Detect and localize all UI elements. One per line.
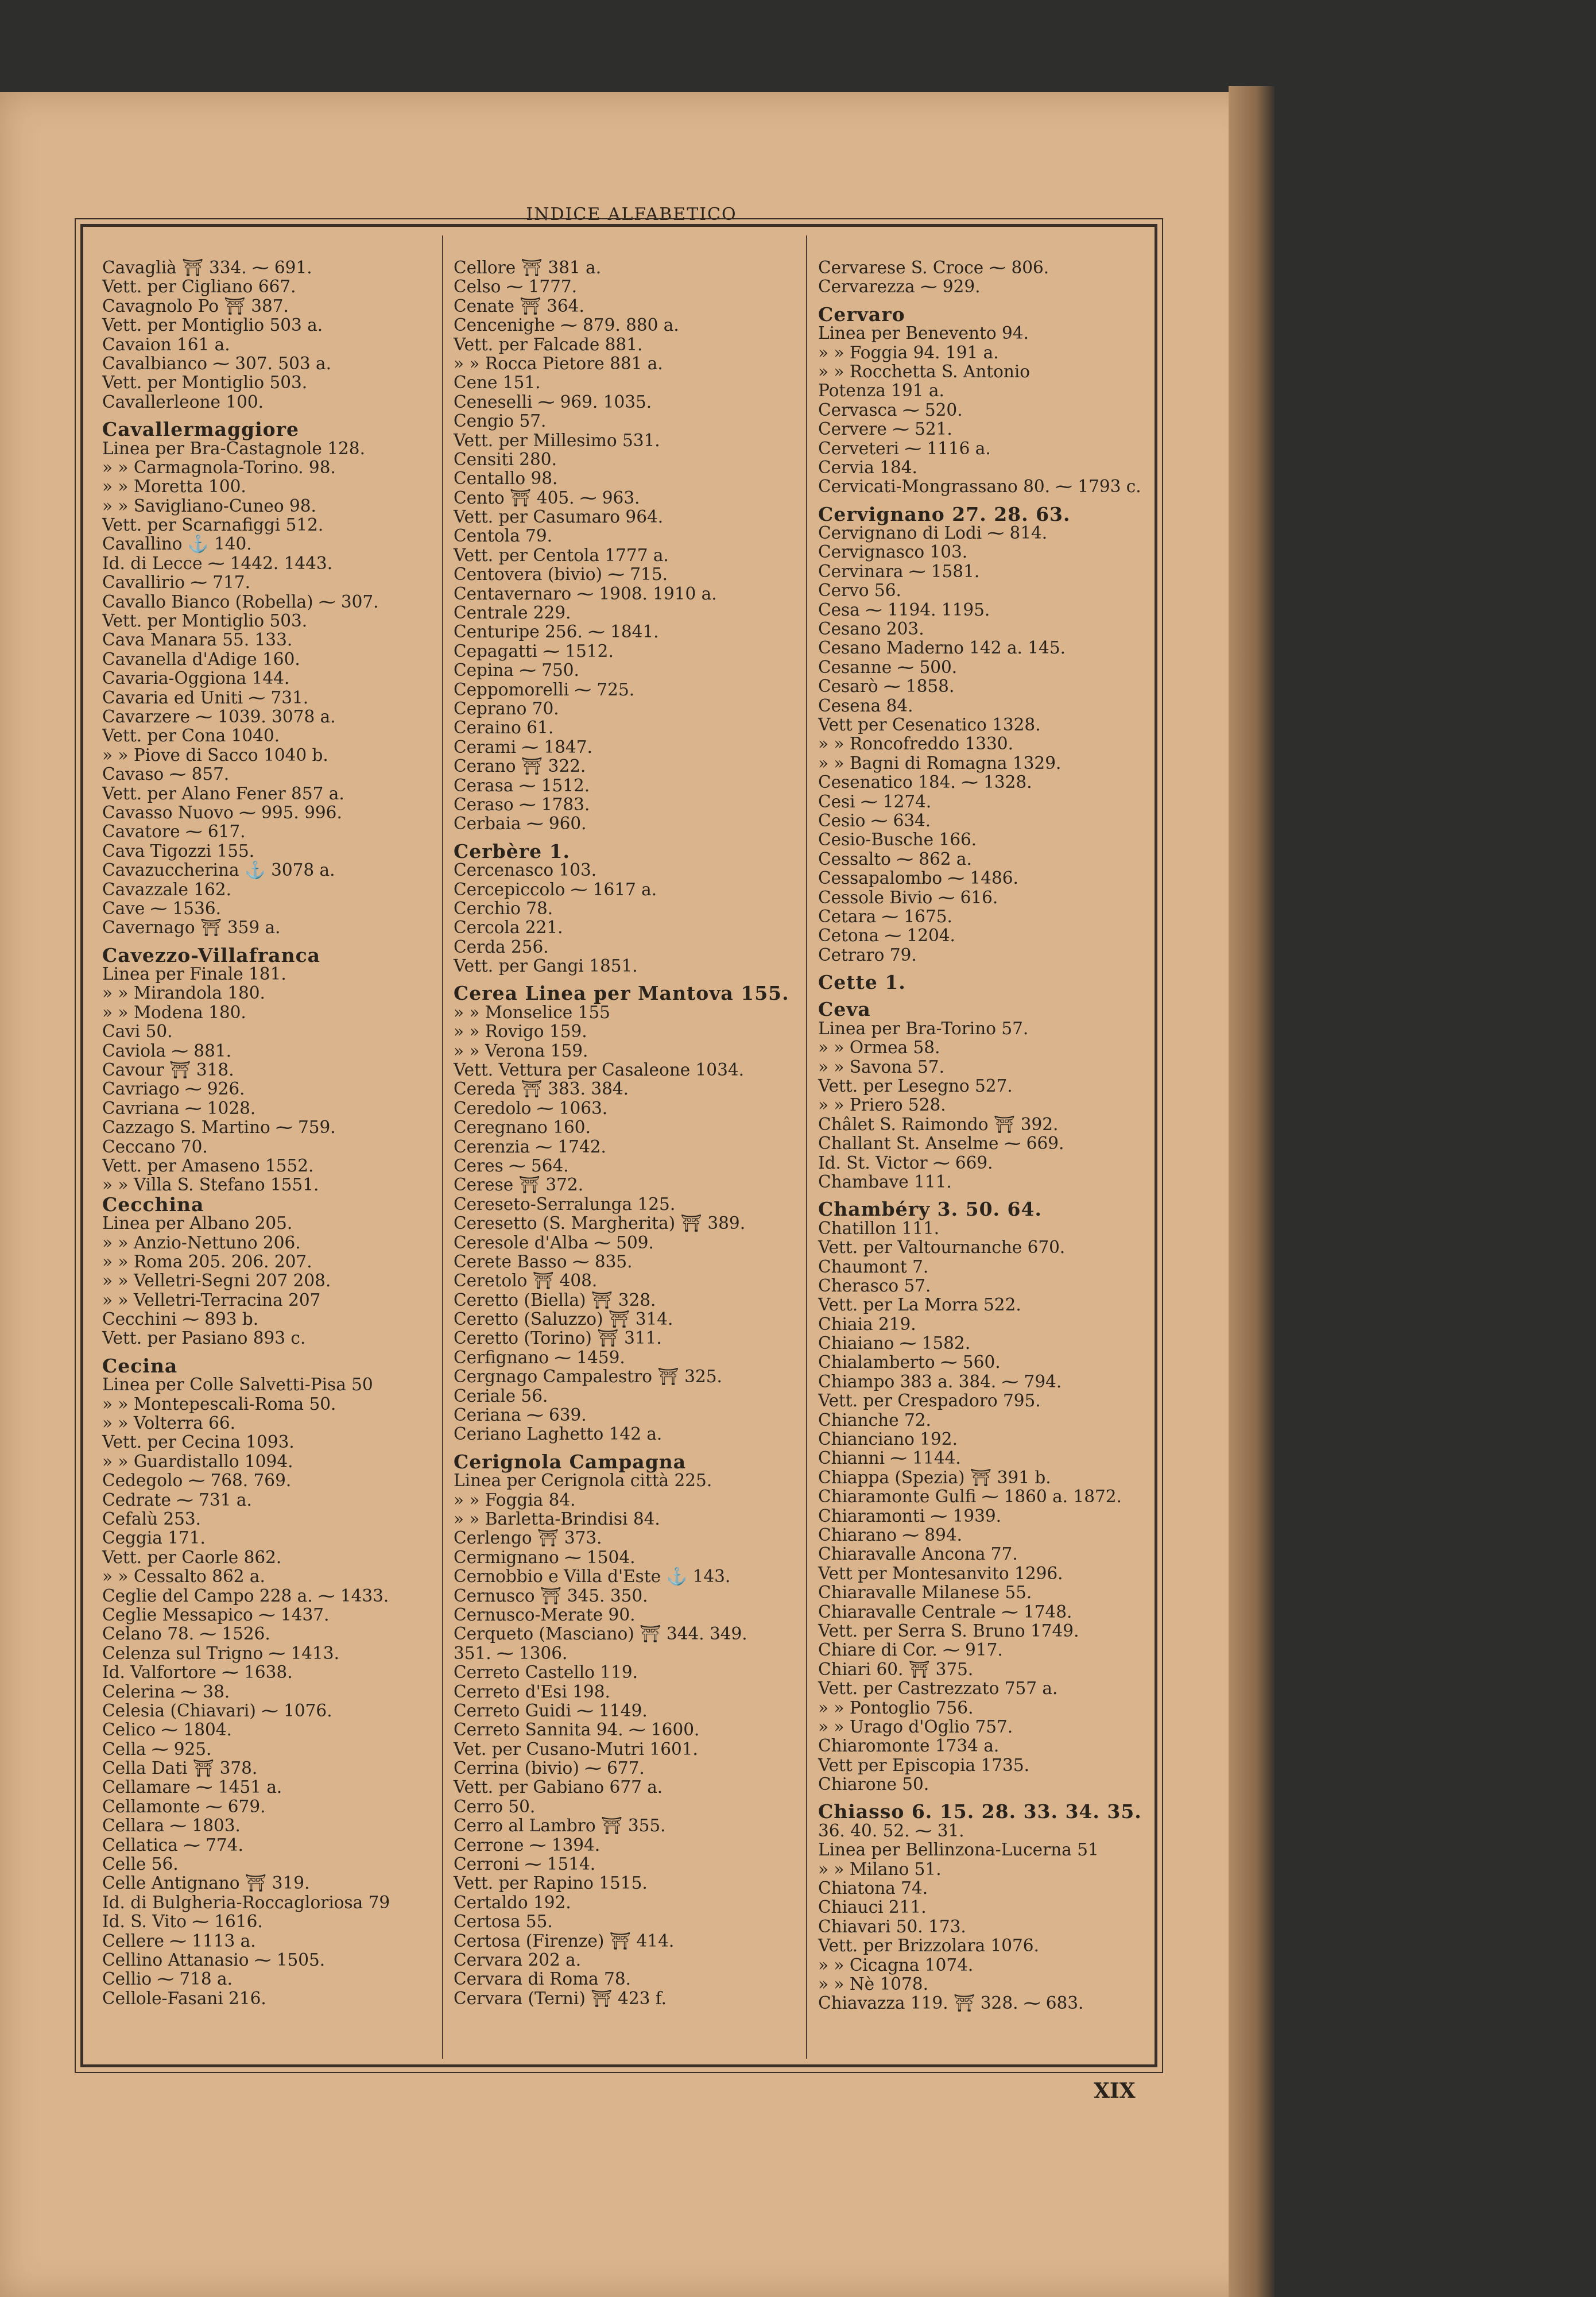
index-entry: Cavallino ⚓ 140.	[102, 534, 252, 554]
index-column-3	[818, 258, 1157, 2013]
index-entry: Ceriale 56.	[454, 1386, 548, 1406]
index-entry: Cessole Bivio ⁓ 616.	[818, 887, 998, 907]
index-entry: Vett. per Rapino 1515.	[454, 1873, 648, 1893]
index-entry: Cecina	[102, 1354, 178, 1377]
index-entry: Vett. per Gabiano 677 a.	[454, 1777, 663, 1797]
index-entry: Vett. per Montiglio 503.	[102, 611, 308, 631]
index-entry: Cedrate ⁓ 731 a.	[102, 1490, 252, 1510]
index-entry: Vett. per Centola 1777 a.	[454, 545, 669, 565]
index-entry: Ceneselli ⁓ 969. 1035.	[454, 392, 652, 412]
index-entry: Linea per Bra-Castagnole 128.	[102, 438, 365, 458]
index-entry: Cavallo Bianco (Robella) ⁓ 307.	[102, 591, 379, 612]
index-entry: Cesano Maderno 142 a. 145.	[818, 638, 1066, 658]
page-edge	[1229, 86, 1275, 2297]
index-entry: Ceretto (Torino) ⛩ 311.	[454, 1328, 662, 1348]
index-entry: Cavriago ⁓ 926.	[102, 1079, 245, 1099]
index-entry: Vett. per Scarnafiggi 512.	[102, 515, 324, 535]
index-entry: Cervasca ⁓ 520.	[818, 400, 963, 420]
index-entry: Cerreto d'Esi 198.	[454, 1681, 610, 1702]
index-entry: Cavallerleone 100.	[102, 392, 264, 412]
index-entry: Cavour ⛩ 318.	[102, 1060, 234, 1080]
index-entry: Cerreto Castello 119.	[454, 1662, 638, 1683]
index-entry: Cavazzale 162.	[102, 879, 232, 899]
index-entry: Cervignano 27. 28. 63.	[818, 502, 1071, 525]
index-entry: Cervignasco 103.	[818, 542, 968, 562]
index-entry: Ceriano Laghetto 142 a.	[454, 1424, 663, 1444]
index-entry: Chiappa (Spezia) ⛩ 391 b.	[818, 1467, 1051, 1487]
index-entry: Cavanella d'Adige 160.	[102, 649, 300, 669]
index-entry: Cella Dati ⛩ 378.	[102, 1758, 258, 1778]
index-entry: Cerese ⛩ 372.	[454, 1175, 584, 1195]
index-entry: Cerreto Guidi ⁓ 1149.	[454, 1700, 648, 1720]
index-entry: Chianciano 192.	[818, 1429, 958, 1449]
index-entry: Ceglie Messapico ⁓ 1437.	[102, 1604, 330, 1625]
index-entry: Chiare di Cor. ⁓ 917.	[818, 1640, 1003, 1660]
index-entry: Vett. per Montiglio 503.	[102, 373, 308, 393]
index-entry: » » Montepescali-Roma 50.	[102, 1394, 336, 1414]
index-entry: Chiari 60. ⛩ 375.	[818, 1659, 974, 1679]
page-title: INDICE ALFABETICO	[526, 204, 737, 225]
index-entry: » » Monselice 155	[454, 1002, 610, 1022]
index-entry: Chiampo 383 a. 384. ⁓ 794.	[818, 1371, 1062, 1391]
index-entry: Vett. per Casumaro 964.	[454, 507, 664, 527]
index-entry: » » Savigliano-Cuneo 98.	[102, 496, 316, 516]
index-entry: Cellatica ⁓ 774.	[102, 1835, 243, 1855]
index-entry: Celano 78. ⁓ 1526.	[102, 1624, 270, 1644]
index-entry: » » Roncofreddo 1330.	[818, 734, 1013, 754]
index-entry: Chiatona 74.	[818, 1878, 928, 1898]
index-entry: Cavernago ⛩ 359 a.	[102, 918, 281, 938]
index-entry: Cavi 50.	[102, 1022, 173, 1042]
index-entry: Cerlengo ⛩ 373.	[454, 1528, 602, 1548]
index-entry: Cervere ⁓ 521.	[818, 419, 952, 439]
index-entry: » » Velletri-Segni 207 208.	[102, 1271, 331, 1291]
index-entry: Cellole-Fasani 216.	[102, 1988, 266, 2008]
index-entry: Vett. per Pasiano 893 c.	[102, 1328, 306, 1348]
index-entry: » » Foggia 84.	[454, 1490, 576, 1510]
column-rule	[442, 235, 443, 2059]
index-entry: Chiaiano ⁓ 1582.	[818, 1333, 971, 1354]
index-entry: Cervara 202 a.	[454, 1950, 582, 1970]
index-entry: Cesena 84.	[818, 695, 913, 716]
index-entry: Cento ⛩ 405. ⁓ 963.	[454, 488, 640, 508]
index-entry: Cetraro 79.	[818, 945, 917, 965]
index-entry: Cerignola Campagna	[454, 1450, 687, 1473]
index-entry: Chianni ⁓ 1144.	[818, 1448, 961, 1468]
index-entry: Vett. per Alano Fener 857 a.	[102, 783, 344, 803]
index-entry: Cavaion 161 a.	[102, 334, 230, 354]
index-entry: Vett. per Amaseno 1552.	[102, 1155, 314, 1175]
index-entry: Cerroni ⁓ 1514.	[454, 1854, 596, 1874]
index-entry: » » Rocca Pietore 881 a.	[454, 353, 663, 373]
index-entry: Ceretolo ⛩ 408.	[454, 1271, 598, 1291]
index-entry: Cavalbianco ⁓ 307. 503 a.	[102, 353, 331, 373]
index-entry: Cavriana ⁓ 1028.	[102, 1098, 256, 1118]
index-entry: Cerchio 78.	[454, 898, 553, 918]
index-entry: Cesio-Busche 166.	[818, 830, 977, 850]
index-entry: Cavazuccherina ⚓ 3078 a.	[102, 860, 335, 880]
index-entry: Cellore ⛩ 381 a.	[454, 258, 602, 277]
index-entry: Cave ⁓ 1536.	[102, 898, 221, 918]
index-entry: Cerea Linea per Mantova 155.	[454, 982, 789, 1005]
index-entry: Cerenzia ⁓ 1742.	[454, 1136, 606, 1157]
index-entry: Ceraso ⁓ 1783.	[454, 794, 590, 814]
index-entry: Cerreto Sannita 94. ⁓ 1600.	[454, 1720, 700, 1740]
index-entry: Chiauci 211.	[818, 1897, 927, 1917]
index-entry: » » Guardistallo 1094.	[102, 1451, 293, 1471]
index-entry: Cercepiccolo ⁓ 1617 a.	[454, 879, 657, 899]
index-entry: Cervicati-Mongrassano 80. ⁓ 1793 c.	[818, 477, 1141, 497]
index-entry: Celesia (Chiavari) ⁓ 1076.	[102, 1700, 332, 1720]
index-entry: Cellara ⁓ 1803.	[102, 1816, 241, 1836]
index-entry: Cefalù 253.	[102, 1509, 202, 1529]
index-entry: Vett. per Serra S. Bruno 1749.	[818, 1621, 1079, 1641]
index-entry: Ceredolo ⁓ 1063.	[454, 1098, 608, 1118]
index-entry: Cecchina	[102, 1193, 204, 1216]
index-entry: Cavallirio ⁓ 717.	[102, 573, 250, 593]
index-entry: Cherasco 57.	[818, 1275, 931, 1296]
index-entry: Celerina ⁓ 38.	[102, 1681, 230, 1702]
index-entry: Vett. per Cigliano 667.	[102, 277, 296, 297]
index-entry: Cesano 203.	[818, 619, 924, 639]
index-entry: Chiasso 6. 15. 28. 33. 34. 35.	[818, 1800, 1142, 1823]
index-entry: Cavaglià ⛩ 334. ⁓ 691.	[102, 258, 312, 277]
index-entry: Cenate ⛩ 364.	[454, 296, 584, 316]
index-entry: Cavagnolo Po ⛩ 387.	[102, 296, 289, 316]
index-entry: Chialamberto ⁓ 560.	[818, 1352, 1001, 1372]
index-entry: » » Ormea 58.	[818, 1038, 940, 1058]
index-entry: 36. 40. 52. ⁓ 31.	[818, 1820, 964, 1840]
index-entry: » » Volterra 66.	[102, 1413, 236, 1433]
index-column-2	[454, 258, 792, 2008]
index-entry: Ceregnano 160.	[454, 1117, 591, 1138]
index-entry: » » Savona 57.	[818, 1057, 944, 1077]
index-entry: Cercenasco 103.	[454, 860, 597, 880]
index-entry: Chiavari 50. 173.	[818, 1916, 966, 1936]
index-entry: Centola 79.	[454, 526, 552, 546]
index-entry: Vett. per Montiglio 503 a.	[102, 315, 323, 335]
index-entry: Vett. Vettura per Casaleone 1034.	[454, 1060, 744, 1080]
index-entry: Cellio ⁓ 718 a.	[102, 1969, 233, 1989]
index-entry: Cerveteri ⁓ 1116 a.	[818, 438, 991, 458]
index-entry: » » Urago d'Oglio 757.	[818, 1716, 1013, 1737]
index-entry: Linea per Benevento 94.	[818, 323, 1029, 343]
index-entry: Linea per Albano 205.	[102, 1213, 293, 1233]
index-entry: Chiaramonte Gulfi ⁓ 1860 a. 1872.	[818, 1487, 1122, 1507]
index-entry: » » Anzio-Nettuno 206.	[102, 1232, 301, 1252]
index-entry: Vett. per Crespadoro 795.	[818, 1391, 1041, 1411]
index-entry: Cerro al Lambro ⛩ 355.	[454, 1816, 666, 1836]
index-entry: Cesanne ⁓ 500.	[818, 657, 958, 677]
index-entry: Cellere ⁓ 1113 a.	[102, 1931, 256, 1951]
index-entry: Chiaravalle Milanese 55.	[818, 1583, 1032, 1603]
index-entry: Celle 56.	[102, 1854, 179, 1874]
index-entry: Cervinara ⁓ 1581.	[818, 561, 980, 581]
index-entry: Cernusco ⛩ 345. 350.	[454, 1586, 648, 1606]
index-entry: Cervarezza ⁓ 929.	[818, 277, 981, 297]
index-entry: Cene 151.	[454, 373, 541, 393]
index-entry: Cazzago S. Martino ⁓ 759.	[102, 1117, 336, 1138]
index-entry: Cerda 256.	[454, 937, 549, 957]
index-entry: Ceprano 70.	[454, 698, 559, 718]
index-entry: Cerasa ⁓ 1512.	[454, 775, 590, 795]
index-entry: Cedegolo ⁓ 768. 769.	[102, 1471, 292, 1491]
index-entry: » » Modena 180.	[102, 1002, 246, 1022]
index-entry: Chiaia 219.	[818, 1314, 916, 1334]
index-entry: Celico ⁓ 1804.	[102, 1720, 232, 1740]
index-entry: Celenza sul Trigno ⁓ 1413.	[102, 1643, 339, 1663]
index-entry: Chatillon 111.	[818, 1218, 940, 1238]
index-entry: Cereda ⛩ 383. 384.	[454, 1079, 629, 1099]
index-entry: Centallo 98.	[454, 469, 558, 489]
index-entry: Chianche 72.	[818, 1410, 931, 1430]
index-entry: Cencenighe ⁓ 879. 880 a.	[454, 315, 679, 335]
index-entry: Celso ⁓ 1777.	[454, 277, 578, 297]
index-entry: Cerro 50.	[454, 1796, 536, 1816]
index-entry: Vett. per Gangi 1851.	[454, 956, 638, 976]
index-entry: Chiaromonte 1734 a.	[818, 1736, 1000, 1756]
index-entry: Linea per Colle Salvetti-Pisa 50	[102, 1375, 373, 1395]
index-entry: » » Carmagnola-Torino. 98.	[102, 457, 336, 477]
index-entry: Cerbère 1.	[454, 840, 571, 863]
index-entry: Cavaria-Oggiona 144.	[102, 668, 290, 689]
index-entry: Cavezzo-Villafranca	[102, 943, 321, 966]
index-entry: Cercola 221.	[454, 918, 563, 938]
index-entry: Cerami ⁓ 1847.	[454, 737, 592, 757]
index-entry: Cellino Attanasio ⁓ 1505.	[102, 1950, 326, 1970]
index-entry: » » Verona 159.	[454, 1041, 588, 1061]
column-rule	[806, 235, 807, 2059]
index-entry: Cervia 184.	[818, 457, 917, 477]
index-entry: Caviola ⁓ 881.	[102, 1041, 231, 1061]
index-entry: Vett. per Falcade 881.	[454, 334, 643, 354]
index-entry: Cervignano di Lodi ⁓ 814.	[818, 523, 1048, 543]
index-entry: Ceva	[818, 998, 871, 1021]
index-entry: Chiavazza 119. ⛩ 328. ⁓ 683.	[818, 1993, 1084, 2013]
index-entry: Linea per Bra-Torino 57.	[818, 1018, 1029, 1038]
index-entry: Chiaramonti ⁓ 1939.	[818, 1506, 1002, 1526]
index-entry: Cervarese S. Croce ⁓ 806.	[818, 258, 1049, 277]
index-entry: » » Rovigo 159.	[454, 1022, 587, 1042]
index-entry: Cavallermaggiore	[102, 418, 300, 441]
index-entry: Id. Valfortore ⁓ 1638.	[102, 1662, 293, 1683]
index-entry: » » Velletri-Terracina 207	[102, 1290, 321, 1310]
index-entry: Linea per Cerignola città 225.	[454, 1471, 712, 1491]
index-entry: Cava Manara 55. 133.	[102, 630, 293, 650]
index-entry: Ceriana ⁓ 639.	[454, 1405, 587, 1425]
index-entry: » » Roma 205. 206. 207.	[102, 1251, 312, 1271]
index-entry: Censiti 280.	[454, 449, 557, 469]
index-entry: Vett. per Brizzolara 1076.	[818, 1936, 1039, 1956]
index-entry: Vett per Montesanvito 1296.	[818, 1563, 1063, 1583]
index-entry: Id. di Lecce ⁓ 1442. 1443.	[102, 553, 333, 573]
index-entry: Potenza 191 a.	[818, 381, 944, 401]
index-entry: Ceggia 171.	[102, 1528, 206, 1548]
page-number: XIX	[1094, 2079, 1136, 2103]
index-entry: Ceccano 70.	[102, 1136, 208, 1157]
index-entry: » » Priero 528.	[818, 1095, 946, 1115]
index-entry: Certosa (Firenze) ⛩ 414.	[454, 1931, 675, 1951]
index-entry: Chiarano ⁓ 894.	[818, 1525, 962, 1545]
index-entry: Chiarone 50.	[818, 1774, 929, 1795]
index-entry: Cereseto-Serralunga 125.	[454, 1194, 676, 1214]
index-entry: Challant St. Anselme ⁓ 669.	[818, 1134, 1064, 1154]
index-entry: Cepagatti ⁓ 1512.	[454, 641, 614, 661]
index-entry: » » Bagni di Romagna 1329.	[818, 753, 1062, 773]
index-entry: Chambéry 3. 50. 64.	[818, 1198, 1042, 1221]
index-entry: Centavernaro ⁓ 1908. 1910 a.	[454, 583, 717, 604]
index-entry: Cergnago Campalestro ⛩ 325.	[454, 1367, 722, 1387]
index-entry: Ceretto (Biella) ⛩ 328.	[454, 1290, 656, 1310]
index-entry: Cesa ⁓ 1194. 1195.	[818, 600, 990, 620]
index-entry: Ceraino 61.	[454, 718, 554, 738]
index-entry: Certaldo 192.	[454, 1892, 571, 1912]
index-entry: Cavatore ⁓ 617.	[102, 822, 246, 842]
index-entry: Cerfignano ⁓ 1459.	[454, 1347, 625, 1367]
index-entry: Cerrone ⁓ 1394.	[454, 1835, 601, 1855]
index-entry: Cervara (Terni) ⛩ 423 f.	[454, 1988, 667, 2008]
index-entry: Cavaria ed Uniti ⁓ 731.	[102, 687, 309, 707]
index-entry: Cesio ⁓ 634.	[818, 810, 931, 830]
index-entry: Ceppomorelli ⁓ 725.	[454, 679, 635, 699]
index-entry: Cessapalombo ⁓ 1486.	[818, 868, 1018, 888]
index-entry: Cavasso Nuovo ⁓ 995. 996.	[102, 802, 342, 822]
index-entry: Ceglie del Campo 228 a. ⁓ 1433.	[102, 1586, 389, 1606]
index-entry: Cervo 56.	[818, 581, 901, 601]
index-entry: » » Foggia 94. 191 a.	[818, 342, 999, 362]
index-entry: Id. St. Victor ⁓ 669.	[818, 1153, 993, 1173]
index-entry: Cernobbio e Villa d'Este ⚓ 143.	[454, 1567, 731, 1587]
index-entry: Cava Tigozzi 155.	[102, 841, 255, 861]
index-entry: Cengio 57.	[454, 411, 547, 431]
index-entry: Cellamare ⁓ 1451 a.	[102, 1777, 282, 1797]
index-entry: Vett per Cesenatico 1328.	[818, 714, 1041, 734]
index-entry: » » Piove di Sacco 1040 b.	[102, 745, 328, 765]
index-entry: » » Villa S. Stefano 1551.	[102, 1175, 319, 1195]
index-entry: Vett per Episcopia 1735.	[818, 1755, 1029, 1775]
index-entry: Centuripe 256. ⁓ 1841.	[454, 622, 659, 642]
index-entry: Cette 1.	[818, 971, 906, 994]
index-entry: » » Moretta 100.	[102, 477, 246, 497]
index-entry: Vett. per Valtournanche 670.	[818, 1238, 1066, 1258]
index-entry: Cermignano ⁓ 1504.	[454, 1547, 636, 1567]
index-entry: Cerqueto (Masciano) ⛩ 344. 349.	[454, 1624, 747, 1644]
index-entry: Cernusco-Merate 90.	[454, 1604, 636, 1625]
index-entry: » » Barletta-Brindisi 84.	[454, 1509, 660, 1529]
index-entry: Cavaso ⁓ 857.	[102, 764, 230, 784]
index-entry: Cetara ⁓ 1675.	[818, 906, 952, 926]
index-entry: Id. S. Vito ⁓ 1616.	[102, 1912, 263, 1932]
index-entry: Certosa 55.	[454, 1912, 553, 1932]
index-entry: Ceres ⁓ 564.	[454, 1155, 569, 1175]
index-entry: Cesi ⁓ 1274.	[818, 791, 932, 811]
index-entry: Cella ⁓ 925.	[102, 1739, 212, 1759]
index-entry: » » Pontoglio 756.	[818, 1697, 974, 1718]
index-entry: Vett. per Cona 1040.	[102, 726, 280, 746]
index-entry: Vett. per Castrezzato 757 a.	[818, 1679, 1058, 1699]
index-entry: Cerete Basso ⁓ 835.	[454, 1251, 633, 1271]
index-entry: Cetona ⁓ 1204.	[818, 926, 955, 946]
index-entry: Vet. per Cusano-Mutri 1601.	[454, 1739, 698, 1759]
index-entry: Ceresole d'Alba ⁓ 509.	[454, 1232, 654, 1252]
index-column-1	[102, 258, 441, 2008]
index-entry: 351. ⁓ 1306.	[454, 1643, 568, 1663]
index-entry: Cerano ⛩ 322.	[454, 756, 586, 776]
index-entry: Vett. per Cecina 1093.	[102, 1432, 295, 1452]
index-entry: Cervara di Roma 78.	[454, 1969, 631, 1989]
index-entry: Ceresetto (S. Margherita) ⛩ 389.	[454, 1213, 746, 1233]
index-entry: Linea per Finale 181.	[102, 964, 286, 984]
index-entry: Cerbaia ⁓ 960.	[454, 814, 587, 834]
index-entry: Chiaravalle Centrale ⁓ 1748.	[818, 1602, 1072, 1622]
index-entry: Cellamonte ⁓ 679.	[102, 1796, 266, 1816]
index-entry: Ceretto (Saluzzo) ⛩ 314.	[454, 1309, 673, 1329]
index-entry: Cerrina (bivio) ⁓ 677.	[454, 1758, 645, 1778]
index-entry: Chiaravalle Ancona 77.	[818, 1544, 1018, 1564]
index-entry: » » Nè 1078.	[818, 1974, 928, 1994]
index-entry: Cecchini ⁓ 893 b.	[102, 1309, 259, 1329]
index-entry: Linea per Bellinzona-Lucerna 51	[818, 1840, 1099, 1860]
index-entry: Vett. per Caorle 862.	[102, 1547, 282, 1567]
index-entry: Vett. per Millesimo 531.	[454, 430, 660, 450]
index-entry: Châlet S. Raimondo ⛩ 392.	[818, 1114, 1059, 1134]
index-entry: Chambave 111.	[818, 1171, 952, 1192]
index-entry: » » Milano 51.	[818, 1859, 942, 1879]
index-entry: Cesarò ⁓ 1858.	[818, 676, 955, 697]
index-entry: » » Cicagna 1074.	[818, 1955, 974, 1975]
index-entry: Id. di Bulgheria-Roccagloriosa 79	[102, 1892, 390, 1912]
index-entry: Cervaro	[818, 303, 905, 326]
index-entry: » » Mirandola 180.	[102, 983, 265, 1003]
index-entry: Centovera (bivio) ⁓ 715.	[454, 564, 668, 585]
index-entry: Cavarzere ⁓ 1039. 3078 a.	[102, 706, 336, 726]
index-entry: Centrale 229.	[454, 603, 571, 623]
index-entry: » » Rocchetta S. Antonio	[818, 361, 1031, 381]
index-entry: Celle Antignano ⛩ 319.	[102, 1873, 310, 1893]
index-entry: Cesenatico 184. ⁓ 1328.	[818, 772, 1032, 792]
index-entry: Vett. per Lesegno 527.	[818, 1076, 1013, 1096]
index-entry: » » Cessalto 862 a.	[102, 1567, 265, 1587]
index-entry: Cepina ⁓ 750.	[454, 660, 579, 680]
index-entry: Vett. per La Morra 522.	[818, 1295, 1021, 1315]
index-entry: Chaumont 7.	[818, 1256, 929, 1277]
index-entry: Cessalto ⁓ 862 a.	[818, 849, 972, 869]
